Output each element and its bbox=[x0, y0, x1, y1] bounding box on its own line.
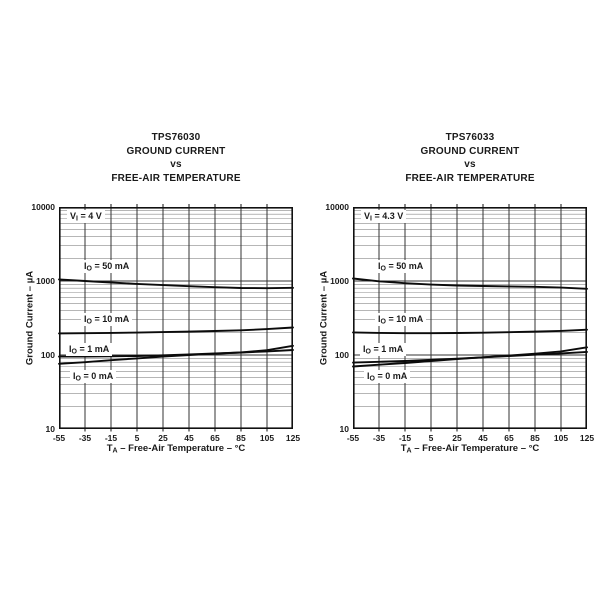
y-axis-label: Ground Current – µA bbox=[24, 270, 36, 366]
chart-title-line4: FREE-AIR TEMPERATURE bbox=[111, 172, 241, 184]
curve-label-io-0ma: $I_O = 0$ mA bbox=[70, 370, 116, 383]
plot-area bbox=[325, 202, 595, 443]
y-tick-label: 100 bbox=[334, 350, 349, 360]
x-tick-label: 85 bbox=[236, 433, 246, 443]
y-tick-label: 10000 bbox=[31, 202, 55, 212]
x-axis-label: $T_A$ – Free-Air Temperature – °C bbox=[400, 443, 540, 455]
x-tick-label: 125 bbox=[579, 433, 595, 443]
curve-label-io-10ma: $I_O = 10$ mA bbox=[375, 313, 426, 326]
x-tick-label: 5 bbox=[428, 433, 434, 443]
chart-title-device: TPS76033 bbox=[445, 132, 495, 143]
x-tick-label: -15 bbox=[104, 433, 118, 443]
chart-title-line4: FREE-AIR TEMPERATURE bbox=[405, 172, 535, 184]
curve-label-io-0ma: $I_O = 0$ mA bbox=[364, 370, 410, 383]
x-tick-label: -55 bbox=[346, 433, 360, 443]
x-tick-label: -35 bbox=[372, 433, 386, 443]
x-tick-label: 85 bbox=[530, 433, 540, 443]
chart-title-line2: GROUND CURRENT bbox=[126, 145, 226, 157]
annotation-input-voltage: $V_I = 4$ V bbox=[67, 210, 105, 223]
y-tick-label: 10 bbox=[339, 424, 349, 434]
x-tick-label: 5 bbox=[134, 433, 140, 443]
y-tick-label: 1000 bbox=[330, 276, 349, 286]
x-axis-label: $T_A$ – Free-Air Temperature – °C bbox=[106, 443, 246, 455]
x-tick-label: 65 bbox=[210, 433, 220, 443]
x-tick-label: 25 bbox=[452, 433, 462, 443]
y-tick-label: 10 bbox=[45, 424, 55, 434]
x-tick-label: 25 bbox=[158, 433, 168, 443]
chart-tps76033 bbox=[318, 131, 595, 471]
chart-title-line3: vs bbox=[464, 159, 476, 170]
chart-title-line2: GROUND CURRENT bbox=[420, 145, 520, 157]
plot-area bbox=[31, 202, 301, 443]
curve-label-io-1ma: $I_O = 1$ mA bbox=[66, 343, 112, 356]
y-tick-label: 10000 bbox=[325, 202, 349, 212]
x-tick-label: 105 bbox=[553, 433, 569, 443]
curve-label-io-50ma: $I_O = 50$ mA bbox=[81, 260, 132, 273]
x-tick-label: 105 bbox=[259, 433, 275, 443]
curve-label-io-1ma: $I_O = 1$ mA bbox=[360, 343, 406, 356]
series-curve bbox=[353, 279, 587, 289]
x-tick-label: -15 bbox=[398, 433, 412, 443]
x-tick-label: 125 bbox=[285, 433, 301, 443]
curve-label-io-10ma: $I_O = 10$ mA bbox=[81, 313, 132, 326]
chart-title-line3: vs bbox=[170, 159, 182, 170]
x-tick-label: -35 bbox=[78, 433, 92, 443]
y-tick-label: 1000 bbox=[36, 276, 55, 286]
x-tick-label: -55 bbox=[52, 433, 66, 443]
annotation-input-voltage: $V_I = 4.3$ V bbox=[361, 210, 406, 223]
x-tick-label: 45 bbox=[478, 433, 488, 443]
y-tick-label: 100 bbox=[40, 350, 55, 360]
x-tick-label: 45 bbox=[184, 433, 194, 443]
curve-label-io-50ma: $I_O = 50$ mA bbox=[375, 260, 426, 273]
y-axis-label: Ground Current – µA bbox=[318, 270, 330, 366]
chart-tps76030 bbox=[24, 131, 301, 471]
chart-title-device: TPS76030 bbox=[151, 132, 201, 143]
chart-title bbox=[39, 131, 313, 185]
x-tick-label: 65 bbox=[504, 433, 514, 443]
chart-title bbox=[333, 131, 600, 185]
